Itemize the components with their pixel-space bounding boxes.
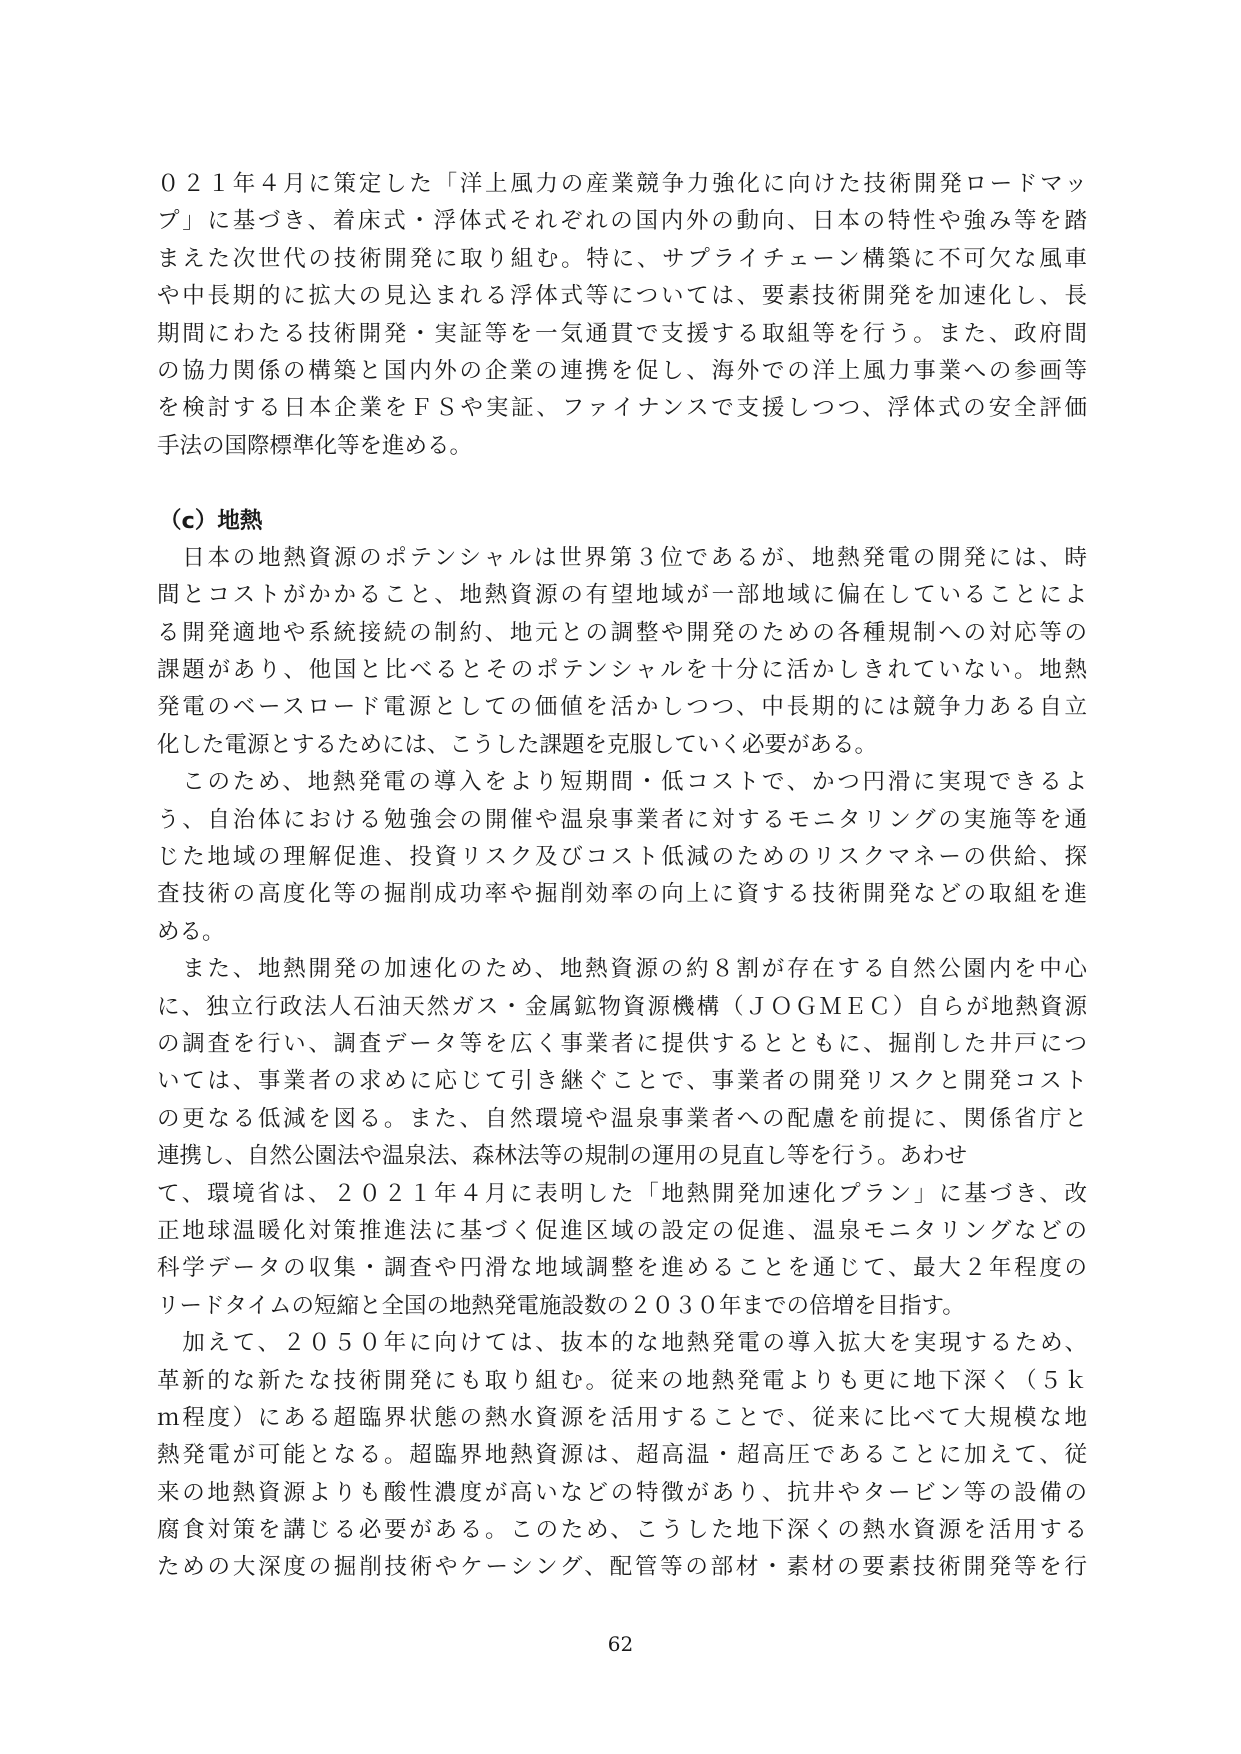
text-line: 科学データの収集・調査や円滑な地域調整を進めることを通じて、最大２年程度の <box>157 1255 1087 1282</box>
text-line: 正地球温暖化対策推進法に基づく促進区域の設定の促進、温泉モニタリングなどの <box>157 1217 1087 1244</box>
text-line: 熱発電が可能となる。超臨界地熱資源は、超高温・超高圧であることに加えて、従 <box>157 1442 1087 1469</box>
text-line: ための大深度の掘削技術やケーシング、配管等の部材・素材の要素技術開発等を行 <box>157 1554 1087 1581</box>
text-line: 化した電源とするためには、こうした課題を克服していく必要がある。 <box>157 731 878 758</box>
text-line: 連携し、自然公園法や温泉法、森林法等の規制の運用の見直し等を行う。あわせ <box>157 1143 968 1170</box>
paragraph-gap <box>157 465 1087 502</box>
text-line: 日本の地熱資源のポテンシャルは世界第３位であるが、地熱発電の開発には、時 <box>157 544 1087 571</box>
paragraph-geothermal-acceleration <box>157 951 1087 1325</box>
text-line: また、地熱開発の加速化のため、地熱資源の約８割が存在する自然公園内を中心 <box>157 956 1087 983</box>
paragraph-geothermal-measures <box>157 764 1087 951</box>
text-line: このため、地熱発電の導入をより短期間・低コストで、かつ円滑に実現できるよ <box>157 769 1087 796</box>
text-line: める。 <box>157 918 225 945</box>
text-line: 課題があり、他国と比べるとそのポテンシャルを十分に活かしきれていない。地熱 <box>157 657 1087 684</box>
text-line: リードタイムの短縮と全国の地熱発電施設数の２０３０年までの倍増を目指す。 <box>157 1292 965 1319</box>
text-line: や中長期的に拡大の見込まれる浮体式等については、要素技術開発を加速化し、長 <box>157 283 1087 310</box>
text-line: る開発適地や系統接続の制約、地元との調整や開発のための各種規制への対応等の <box>157 619 1087 646</box>
text-line: 加えて、２０５０年に向けては、抜本的な地熱発電の導入拡大を実現するため、 <box>157 1330 1087 1357</box>
document-body <box>157 166 1087 1587</box>
text-line: 革新的な新たな技術開発にも取り組む。従来の地熱発電よりも更に地下深く（５ｋ <box>157 1367 1087 1394</box>
text-line: に、独立行政法人石油天然ガス・金属鉱物資源機構（ＪＯＧＭＥＣ）自らが地熱資源 <box>157 993 1087 1020</box>
text-line: 査技術の高度化等の掘削成功率や掘削効率の向上に資する技術開発などの取組を進 <box>157 881 1087 908</box>
text-line: う、自治体における勉強会の開催や温泉事業者に対するモニタリングの実施等を通 <box>157 806 1087 833</box>
page-number: 62 <box>607 1632 634 1656</box>
text-line: を検討する日本企業をＦＳや実証、ファイナンスで支援しつつ、浮体式の安全評価 <box>157 395 1087 422</box>
text-line: じた地域の理解促進、投資リスク及びコスト低減のためのリスクマネーの供給、探 <box>157 844 1087 871</box>
paragraph-geothermal-2050 <box>157 1325 1087 1587</box>
text-line: プ」に基づき、着床式・浮体式それぞれの国内外の動向、日本の特性や強み等を踏 <box>157 208 1087 235</box>
text-line: 期間にわたる技術開発・実証等を一気通貫で支援する取組等を行う。また、政府間 <box>157 320 1087 347</box>
paragraph-offshore-wind <box>157 166 1087 465</box>
text-line: 発電のベースロード電源としての価値を活かしつつ、中長期的には競争力ある自立 <box>157 694 1087 721</box>
text-line: いては、事業者の求めに応じて引き継ぐことで、事業者の開発リスクと開発コスト <box>157 1068 1087 1095</box>
section-heading: （c）地熱 <box>159 507 263 534</box>
text-line: 来の地熱資源よりも酸性濃度が高いなどの特徴があり、抗井やタービン等の設備の <box>157 1479 1087 1506</box>
text-line: の協力関係の構築と国内外の企業の連携を促し、海外での洋上風力事業への参画等 <box>157 357 1087 384</box>
text-line: ０２１年４月に策定した「洋上風力の産業競争力強化に向けた技術開発ロードマッ <box>157 171 1087 197</box>
text-line: 間とコストがかかること、地熱資源の有望地域が一部地域に偏在していることによ <box>157 582 1087 609</box>
text-line: て、環境省は、２０２１年４月に表明した「地熱開発加速化プラン」に基づき、改 <box>157 1180 1087 1207</box>
text-line: の更なる低減を図る。また、自然環境や温泉事業者への配慮を前提に、関係省庁と <box>157 1105 1087 1132</box>
text-line: まえた次世代の技術開発に取り組む。特に、サプライチェーン構築に不可欠な風車 <box>157 245 1087 272</box>
paragraph-geothermal-overview <box>157 540 1087 764</box>
text-line: 手法の国際標準化等を進める。 <box>157 432 473 459</box>
text-line: の調査を行い、調査データ等を広く事業者に提供するとともに、掘削した井戸につ <box>157 1030 1087 1057</box>
text-line: ｍ程度）にある超臨界状態の熱水資源を活用することで、従来に比べて大規模な地 <box>157 1404 1087 1431</box>
text-line: 腐食対策を講じる必要がある。このため、こうした地下深くの熱水資源を活用する <box>157 1517 1087 1544</box>
